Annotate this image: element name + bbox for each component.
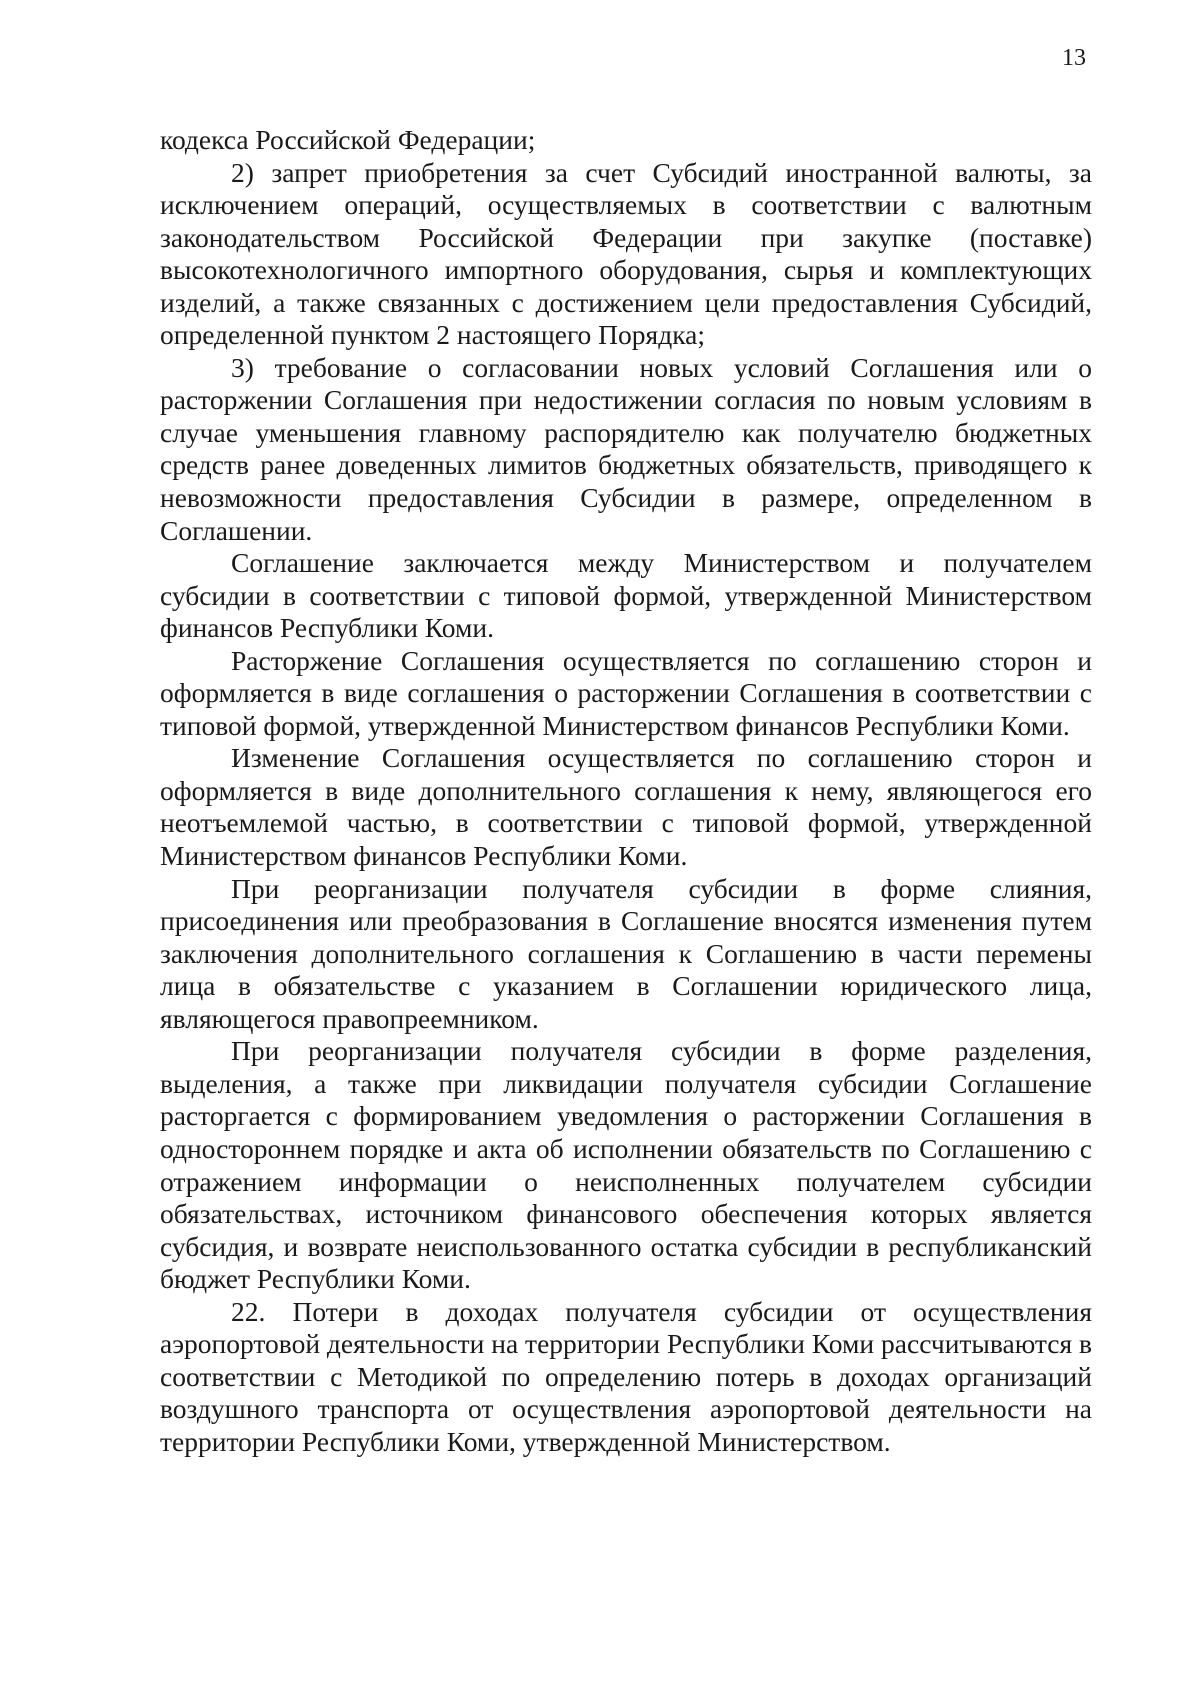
paragraph-reorganization-division: При реорганизации получателя субсидии в форме разделения, выделения, а также при ликвидации получателя субсидии Соглашение расторгается с формированием уведомления о расторжении Соглашения в одностороннем порядке и акта об исполнении обязательств по Соглашению с отражением информации о неисполненных получателем субсидии обязательствах, источником финансового обеспечения которых является субсидия, и возврате неиспользованного остатка субсидии в республиканский бюджет Республики Коми. bbox=[160, 1035, 1092, 1295]
paragraph-item-3: 3) требование о согласовании новых условий Соглашения или о расторжении Соглашения при недостижении согласия по новым условиям в случае уменьшения главному распорядителю как получателю бюджетных средств ранее доведенных лимитов бюджетных обязательств, приводящего к невозможности предоставления Субсидии в размере, определенном в Соглашении. bbox=[160, 351, 1092, 546]
paragraph-agreement-termination: Расторжение Соглашения осуществляется по соглашению сторон и оформляется в виде соглашения о расторжении Соглашения в соответствии с типовой формой, утвержденной Министерством финансов Республики Коми. bbox=[160, 644, 1092, 741]
page-number: 13 bbox=[1062, 45, 1086, 71]
document-body bbox=[160, 124, 1092, 1458]
paragraph-agreement-amendment: Изменение Соглашения осуществляется по соглашению сторон и оформляется в виде дополнительного соглашения к нему, являющегося его неотъемлемой частью, в соответствии с типовой формой, утвержденной Министерством финансов Республики Коми. bbox=[160, 742, 1092, 872]
paragraph-section-22: 22. Потери в доходах получателя субсидии от осуществления аэропортовой деятельности на территории Республики Коми рассчитываются в соответствии с Методикой по определению потерь в доходах организаций воздушного транспорта от осуществления аэропортовой деятельности на территории Республики Коми, утвержденной Министерством. bbox=[160, 1295, 1092, 1457]
paragraph-reorganization-merger: При реорганизации получателя субсидии в форме слияния, присоединения или преобразования в Соглашение вносятся изменения путем заключения дополнительного соглашения к Соглашению в части перемены лица в обязательстве с указанием в Соглашении юридического лица, являющегося правопреемником. bbox=[160, 872, 1092, 1034]
paragraph-continuation: кодекса Российской Федерации; bbox=[160, 124, 536, 155]
paragraph-agreement-conclusion: Соглашение заключается между Министерством и получателем субсидии в соответствии с типовой формой, утвержденной Министерством финансов Республики Коми. bbox=[160, 547, 1092, 644]
paragraph-item-2: 2) запрет приобретения за счет Субсидий иностранной валюты, за исключением операций, осуществляемых в соответствии с валютным законодательством Российской Федерации при закупке (поставке) высокотехнологичного импортного оборудования, сырья и комплектующих изделий, а также связанных с достижением цели предоставления Субсидий, определенной пунктом 2 настоящего Порядка; bbox=[160, 156, 1092, 351]
